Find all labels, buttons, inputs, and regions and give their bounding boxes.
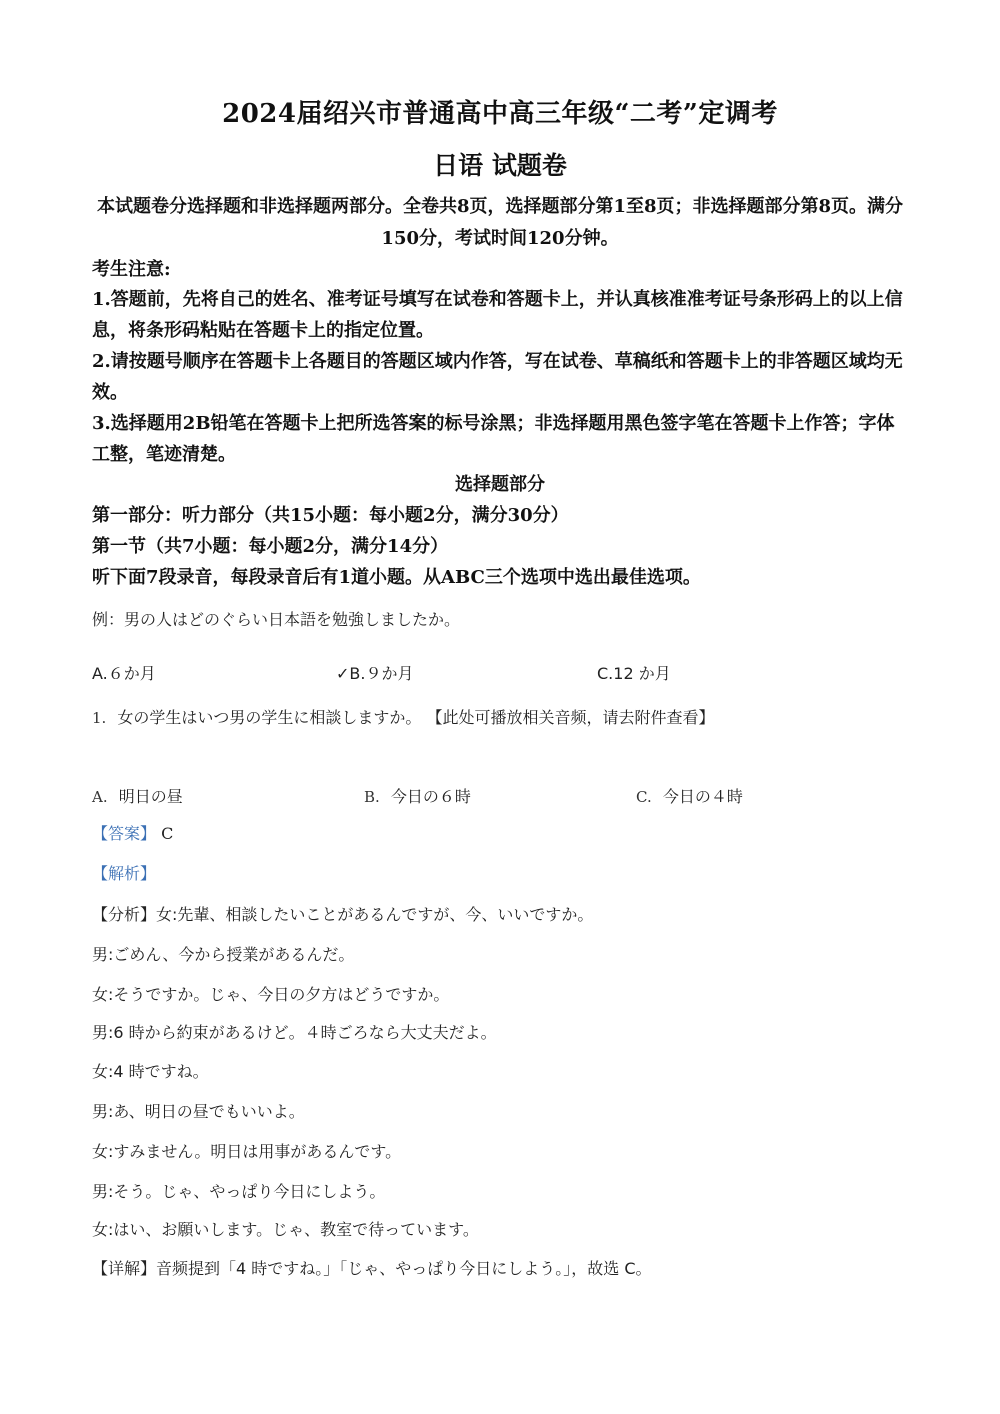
question-1 xyxy=(92,705,715,728)
exam-title: 2024届绍兴市普通高中高三年级“二考”定调考 xyxy=(222,99,778,129)
dialogue-line: 女:はい、お願いします。じゃ、教室で待っています。 xyxy=(92,1220,479,1239)
question-1-option-a xyxy=(92,784,183,807)
question-1-option-b xyxy=(364,784,471,807)
answer-row xyxy=(92,821,173,844)
question-number: 1. xyxy=(92,709,107,727)
dialogue-line: 男:6 時から約束があるけど。４時ごろなら大丈夫だよ。 xyxy=(92,1023,497,1042)
analysis-line: 【分析】女:先輩、相談したいことがあるんですが、今、いいですか。 xyxy=(92,905,594,924)
option-text: 明日の昼 xyxy=(118,787,183,806)
audio-note: 【此处可播放相关音频，请去附件查看】 xyxy=(426,708,715,727)
option-letter: A. xyxy=(92,788,108,806)
analysis-detail: 【详解】音频提到「4 時ですね。」「じゃ、やっぱり今日にしよう。」，故选 C。 xyxy=(92,1259,652,1278)
dialogue-line: 女:すみません。明日は用事があるんです。 xyxy=(92,1142,402,1161)
subsection-heading: 第一节（共7小题：每小题2分，满分14分） xyxy=(92,536,449,557)
example-question: 例：男の人はどのぐらい日本語を勉強しましたか。 xyxy=(92,610,461,629)
example-option-a: A.６か月 xyxy=(92,664,156,683)
answer-value: C xyxy=(161,824,174,843)
dialogue-line: 男:ごめん、今から授業があるんだ。 xyxy=(92,945,355,964)
exam-subtitle: 日语 试题卷 xyxy=(433,151,567,180)
dialogue-line: 女:4 時ですね。 xyxy=(92,1062,209,1081)
example-option-c: C.12 か月 xyxy=(597,664,671,683)
exam-intro: 本试题卷分选择题和非选择题两部分。全卷共8页，选择题部分第1至8页；非选择题部分第8页。满分150分，考试时间120分钟。 xyxy=(96,196,904,249)
notice-heading: 考生注意: xyxy=(92,259,171,280)
notice-item-2: 2.请按题号顺序在答题卡上各题目的答题区域内作答，写在试卷、草稿纸和答题卡上的非答题区域均无效。 xyxy=(92,351,903,403)
dialogue-line: 男:あ、明日の昼でもいいよ。 xyxy=(92,1102,305,1121)
option-text: 今日の６時 xyxy=(390,787,471,806)
section-heading: 选择题部分 xyxy=(455,474,545,495)
analysis-label: 【解析】 xyxy=(92,864,157,883)
dialogue-line: 女:そうですか。じゃ、今日の夕方はどうですか。 xyxy=(92,985,450,1004)
notice-item-3: 3.选择题用2B铅笔在答题卡上把所选答案的标号涂黑；非选择题用黑色签字笔在答题卡上作答；字体工整，笔迹清楚。 xyxy=(92,413,895,465)
question-text: 女の学生はいつ男の学生に相談しますか。 xyxy=(117,708,422,727)
question-1-option-c xyxy=(636,784,743,807)
option-letter: C. xyxy=(636,788,652,806)
dialogue-line: 男:そう。じゃ、やっぱり今日にしよう。 xyxy=(92,1182,386,1201)
listening-instruction: 听下面7段录音，每段录音后有1道小题。从ABC三个选项中选出最佳选项。 xyxy=(92,567,701,588)
option-text: 今日の４時 xyxy=(662,787,743,806)
part-heading: 第一部分：听力部分（共15小题：每小题2分，满分30分） xyxy=(92,505,569,526)
example-option-b: ✓B.９か月 xyxy=(336,664,414,683)
answer-label: 【答案】 xyxy=(92,824,157,843)
option-letter: B. xyxy=(364,788,380,806)
notice-item-1: 1.答题前，先将自己的姓名、准考证号填写在试卷和答题卡上，并认真核准准考证号条形码上的以上信息，将条形码粘贴在答题卡上的指定位置。 xyxy=(92,289,903,341)
